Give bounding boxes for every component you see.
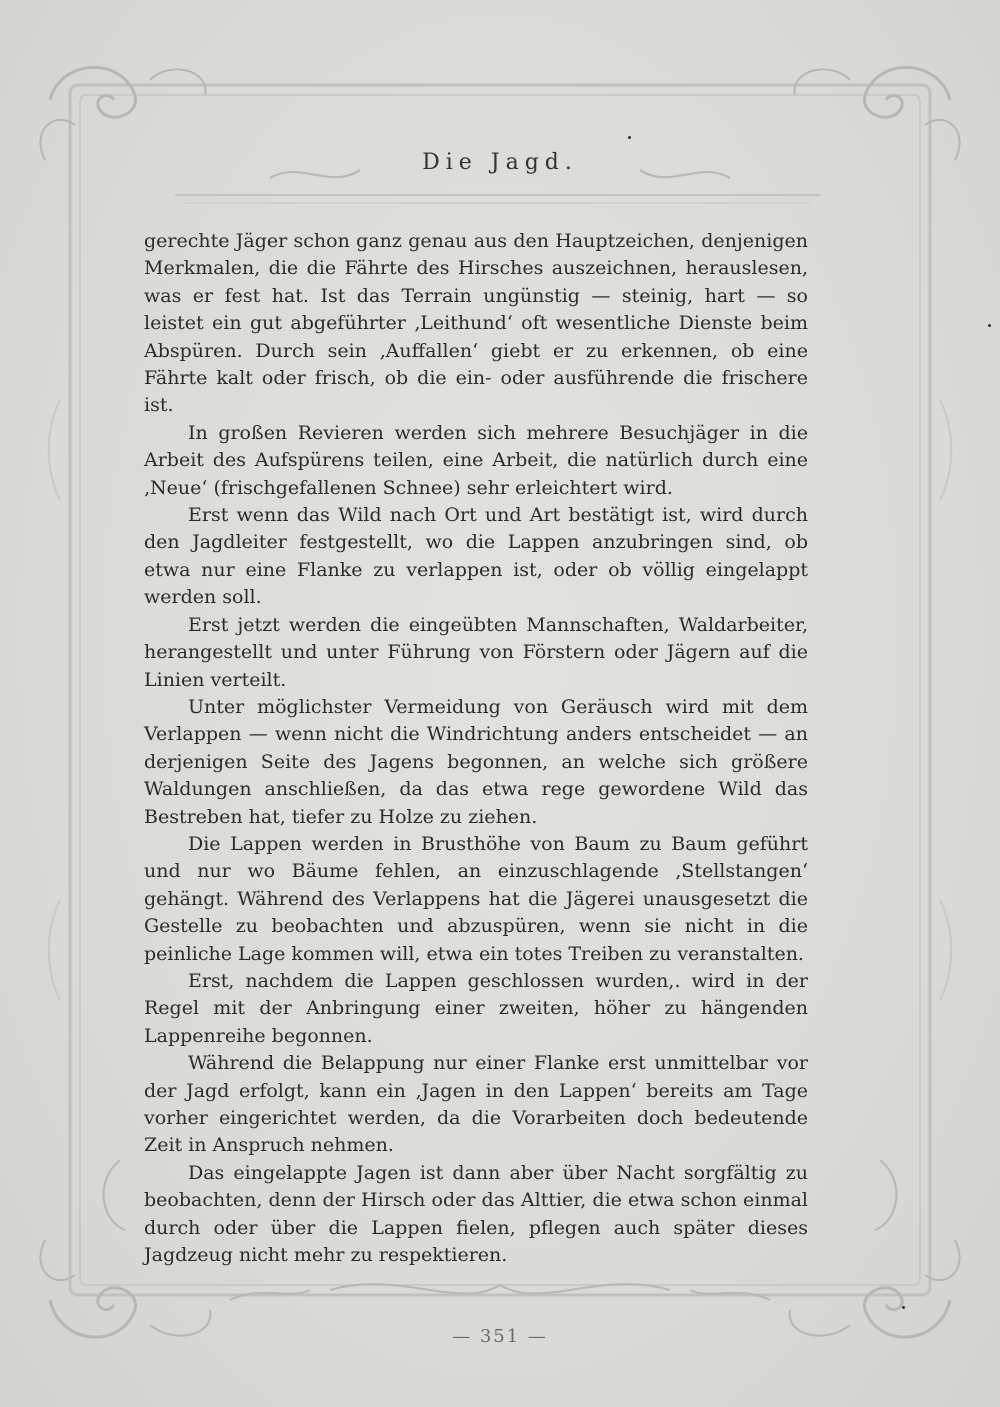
paragraph: Die Lappen werden in Brusthöhe von Baum zu Baum geführt und nur wo Bäume fehlen, an einzuschlagende ‚Stellstangen‘ gehängt. Während des Verlappens hat die Jägerei unausgesetzt die Gestelle zu beobachten und abzuspüren, wenn sie nicht in die peinliche Lage kommen will, etwa ein totes Treiben zu veranstalten. [144, 832, 808, 965]
paragraph: Das eingelappte Jagen ist dann aber über Nacht sorgfältig zu beobachten, denn der Hirsch oder das Alttier, die etwa schon einmal durch oder über die Lappen fielen, pflegen auch später dieses Jagdzeug nicht mehr zu respektieren. [144, 1161, 808, 1267]
paragraph: Erst wenn das Wild nach Ort und Art bestätigt ist, wird durch den Jagdleiter festgestellt, wo die Lappen anzubringen sind, ob etwa nur eine Flanke zu verlappen ist, oder ob völlig eingelappt werden soll. [144, 504, 808, 609]
ink-speck [628, 136, 631, 139]
main-text [144, 228, 808, 1269]
running-title: Die Jagd. [422, 150, 578, 175]
paragraph: gerechte Jäger schon ganz genau aus den Hauptzeichen, denjenigen Merkmalen, die die Fährte des Hirsches auszeichnen, herauslesen, was er fest hat. Ist das Terrain ungünstig — steinig, hart — so leistet ein gut abgeführter ‚Leithund‘ oft wesentliche Dienste beim Abspüren. Durch sein ‚Auffallen‘ giebt er zu erkennen, ob eine Fährte kalt oder frisch, ob die ein- oder ausführende die frischere ist. [144, 230, 808, 417]
paragraph: Während die Belappung nur einer Flanke erst unmittelbar vor der Jagd erfolgt, kann ein ‚Jagen in den Lappen‘ bereits am Tage vorher eingerichtet werden, da die Vorarbeiten doch bedeutende Zeit in Anspruch nehmen. [144, 1052, 808, 1157]
ink-speck [988, 324, 991, 327]
paragraph: Erst jetzt werden die eingeübten Mannschaften, Waldarbeiter, herangestellt und unter Führung von Förstern oder Jägern auf die Linien verteilt. [144, 613, 808, 691]
page-number: — 351 — [452, 1326, 548, 1347]
ink-speck [902, 1306, 905, 1309]
paragraph: Erst, nachdem die Lappen geschlossen wurden,. wird in der Regel mit der Anbringung einer zweiten, höher zu hängenden Lappenreihe begonnen. [144, 969, 808, 1047]
paragraph: In großen Revieren werden sich mehrere Besuchjäger in die Arbeit des Aufspürens teilen, eine Arbeit, die natürlich durch eine ‚Neue‘ (frischgefallenen Schnee) sehr erleichtert wird. [144, 421, 808, 499]
paragraph: Unter möglichster Vermeidung von Geräusch wird mit dem Verlappen — wenn nicht die Windrichtung anders entscheidet — an derjenigen Seite des Jagens begonnen, an welche sich größere Waldungen anschließen, da das etwa rege gewordene Wild das Bestreben hat, tiefer zu Holze zu ziehen. [144, 695, 808, 828]
